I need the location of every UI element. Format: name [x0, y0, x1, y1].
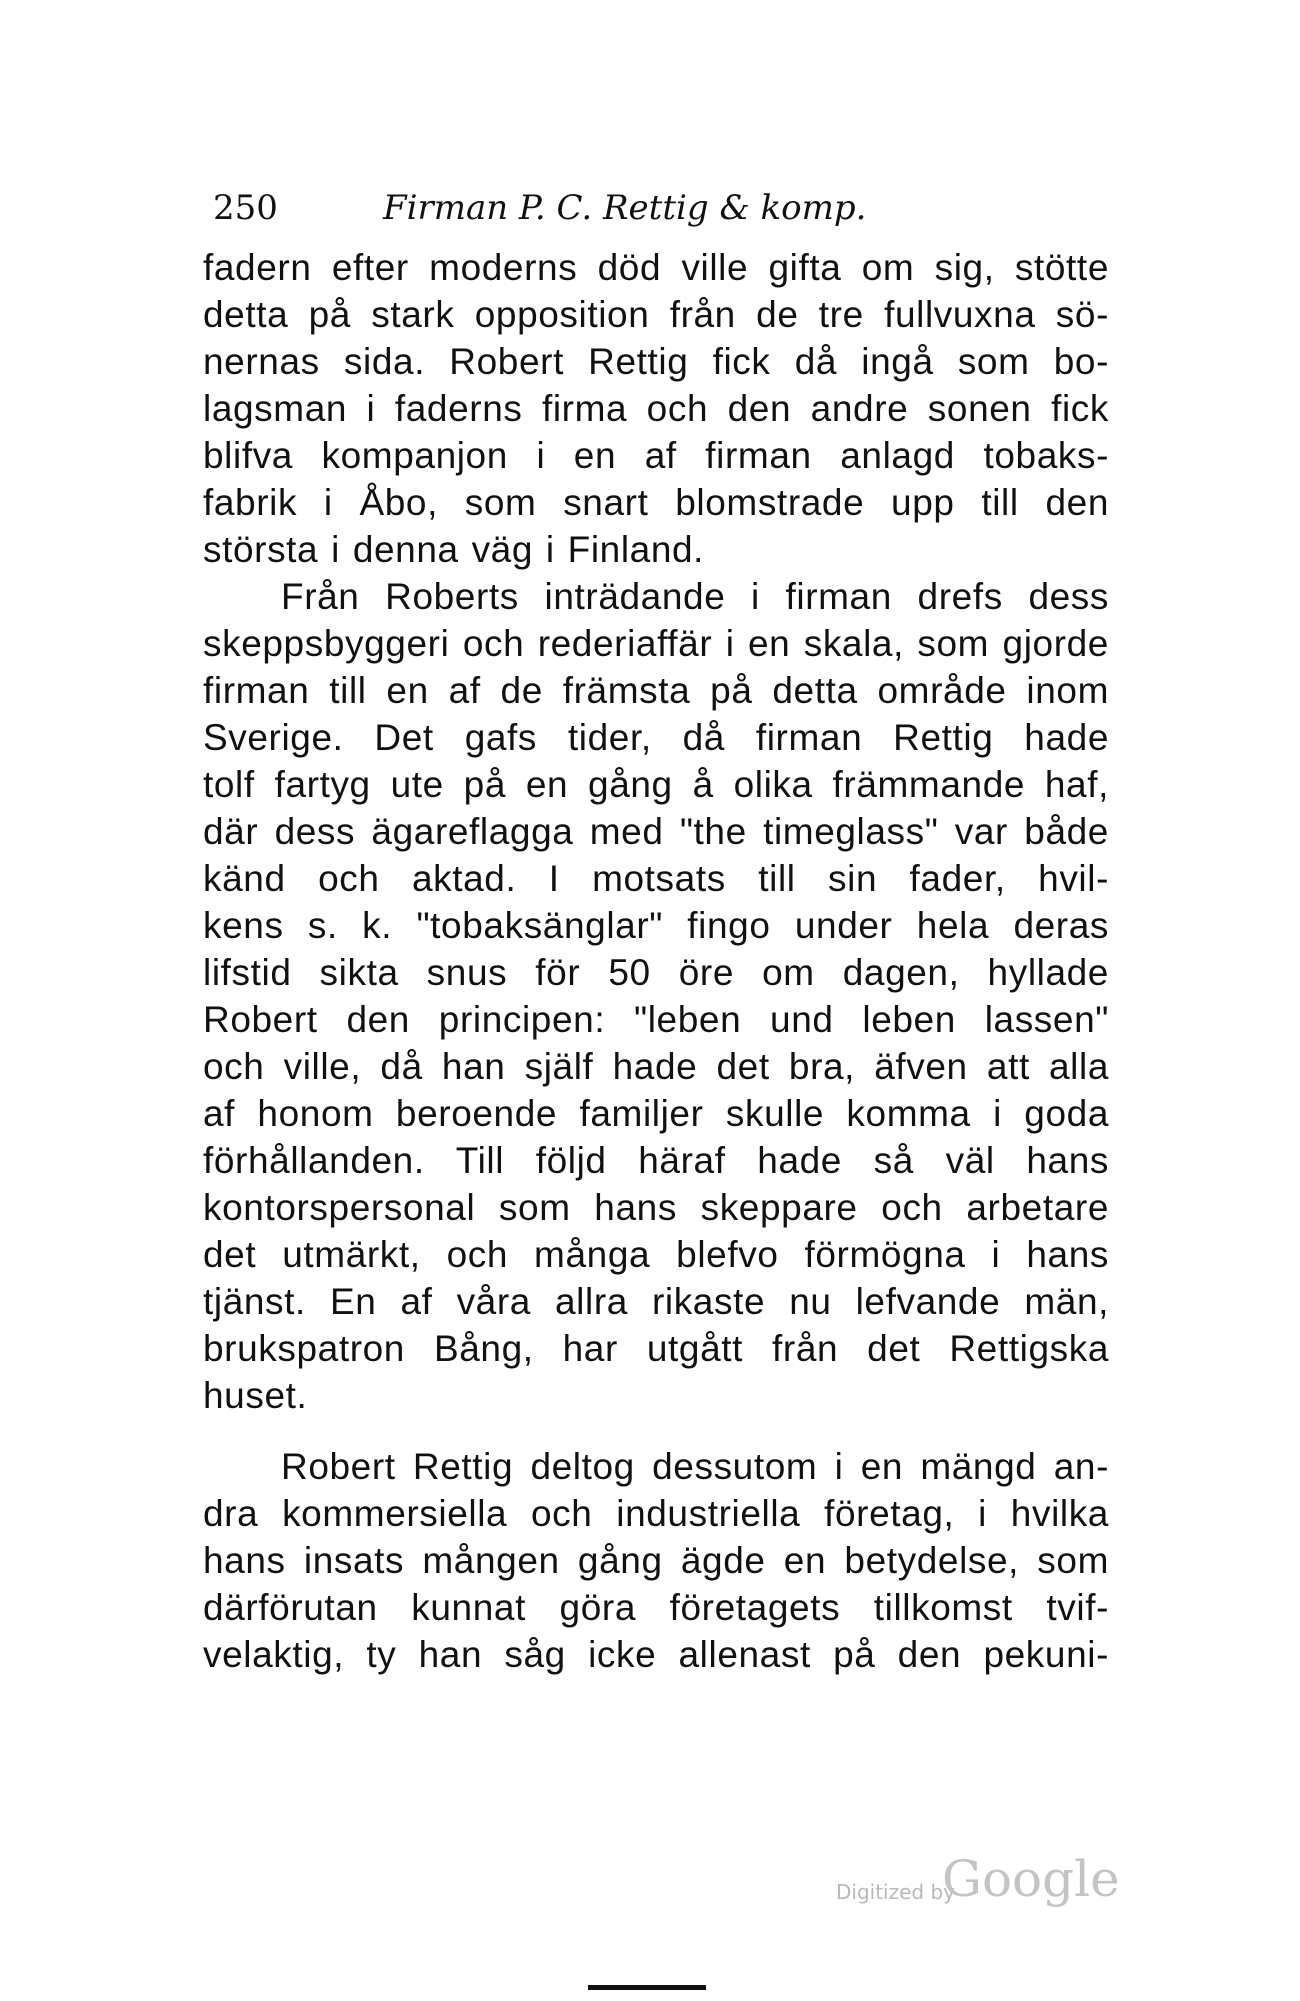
- text-line: Sverige. Det gafs tider, då firman Rettig hade: [203, 717, 1109, 758]
- text-line: och ville, då han själf hade det bra, äfven att alla: [203, 1046, 1109, 1087]
- digitized-watermark: [836, 1846, 1120, 1916]
- text-line: känd och aktad. I motsats till sin fader, hvil-: [203, 858, 1109, 899]
- text-line: Från Roberts inträdande i firman drefs dess: [281, 576, 1109, 617]
- running-head: [213, 178, 893, 238]
- text-line: kontorspersonal som hans skeppare och arbetare: [203, 1187, 1109, 1228]
- text-line: Robert Rettig deltog dessutom i en mängd an-: [281, 1446, 1109, 1487]
- text-line: det utmärkt, och många blefvo förmögna i hans: [203, 1234, 1109, 1275]
- bottom-rule: [588, 1985, 706, 1990]
- google-logo: Google: [942, 1850, 1120, 1908]
- text-line: lifstid sikta snus för 50 öre om dagen, hyllade: [203, 952, 1109, 993]
- watermark-prefix: Digitized by: [836, 1880, 955, 1904]
- text-line: tolf fartyg ute på en gång å olika främmande haf,: [203, 764, 1109, 805]
- text-line: firman till en af de främsta på detta område inom: [203, 670, 1109, 711]
- text-line: af honom beroende familjer skulle komma i goda: [203, 1093, 1109, 1134]
- text-line: största i denna väg i Finland.: [203, 529, 705, 570]
- text-line: detta på stark opposition från de tre fullvuxna sö-: [203, 294, 1109, 335]
- text-line: därförutan kunnat göra företagets tillkomst tvif-: [203, 1587, 1109, 1628]
- text-line: Robert den principen: "leben und leben lassen": [203, 999, 1109, 1040]
- text-line: blifva kompanjon i en af firman anlagd tobaks-: [203, 435, 1109, 476]
- text-line: kens s. k. "tobaksänglar" fingo under hela deras: [203, 905, 1109, 946]
- text-line: där dess ägareflagga med "the timeglass" var både: [203, 811, 1109, 852]
- text-line: velaktig, ty han såg icke allenast på den pekuni-: [203, 1634, 1109, 1675]
- text-line: fabrik i Åbo, som snart blomstrade upp till den: [203, 482, 1109, 523]
- text-line: tjänst. En af våra allra rikaste nu lefvande män,: [203, 1281, 1109, 1322]
- paragraph-gap: [203, 1419, 1109, 1443]
- text-line: brukspatron Bång, har utgått från det Rettigska: [203, 1328, 1109, 1369]
- body-text: [203, 244, 1109, 1678]
- text-line: lagsman i faderns firma och den andre sonen fick: [203, 388, 1109, 429]
- text-line: förhållanden. Till följd häraf hade så väl hans: [203, 1140, 1109, 1181]
- text-line: nernas sida. Robert Rettig fick då ingå som bo-: [203, 341, 1109, 382]
- text-line: fadern efter moderns död ville gifta om sig, stötte: [203, 247, 1109, 288]
- text-line: skeppsbyggeri och rederiaffär i en skala, som gjorde: [203, 623, 1109, 664]
- text-line: hans insats mången gång ägde en betydelse, som: [203, 1540, 1109, 1581]
- running-title: Firman P. C. Rettig & komp.: [383, 188, 867, 228]
- text-line: dra kommersiella och industriella företag, i hvilka: [203, 1493, 1109, 1534]
- text-line: huset.: [203, 1375, 308, 1416]
- page-number: 250: [213, 188, 278, 228]
